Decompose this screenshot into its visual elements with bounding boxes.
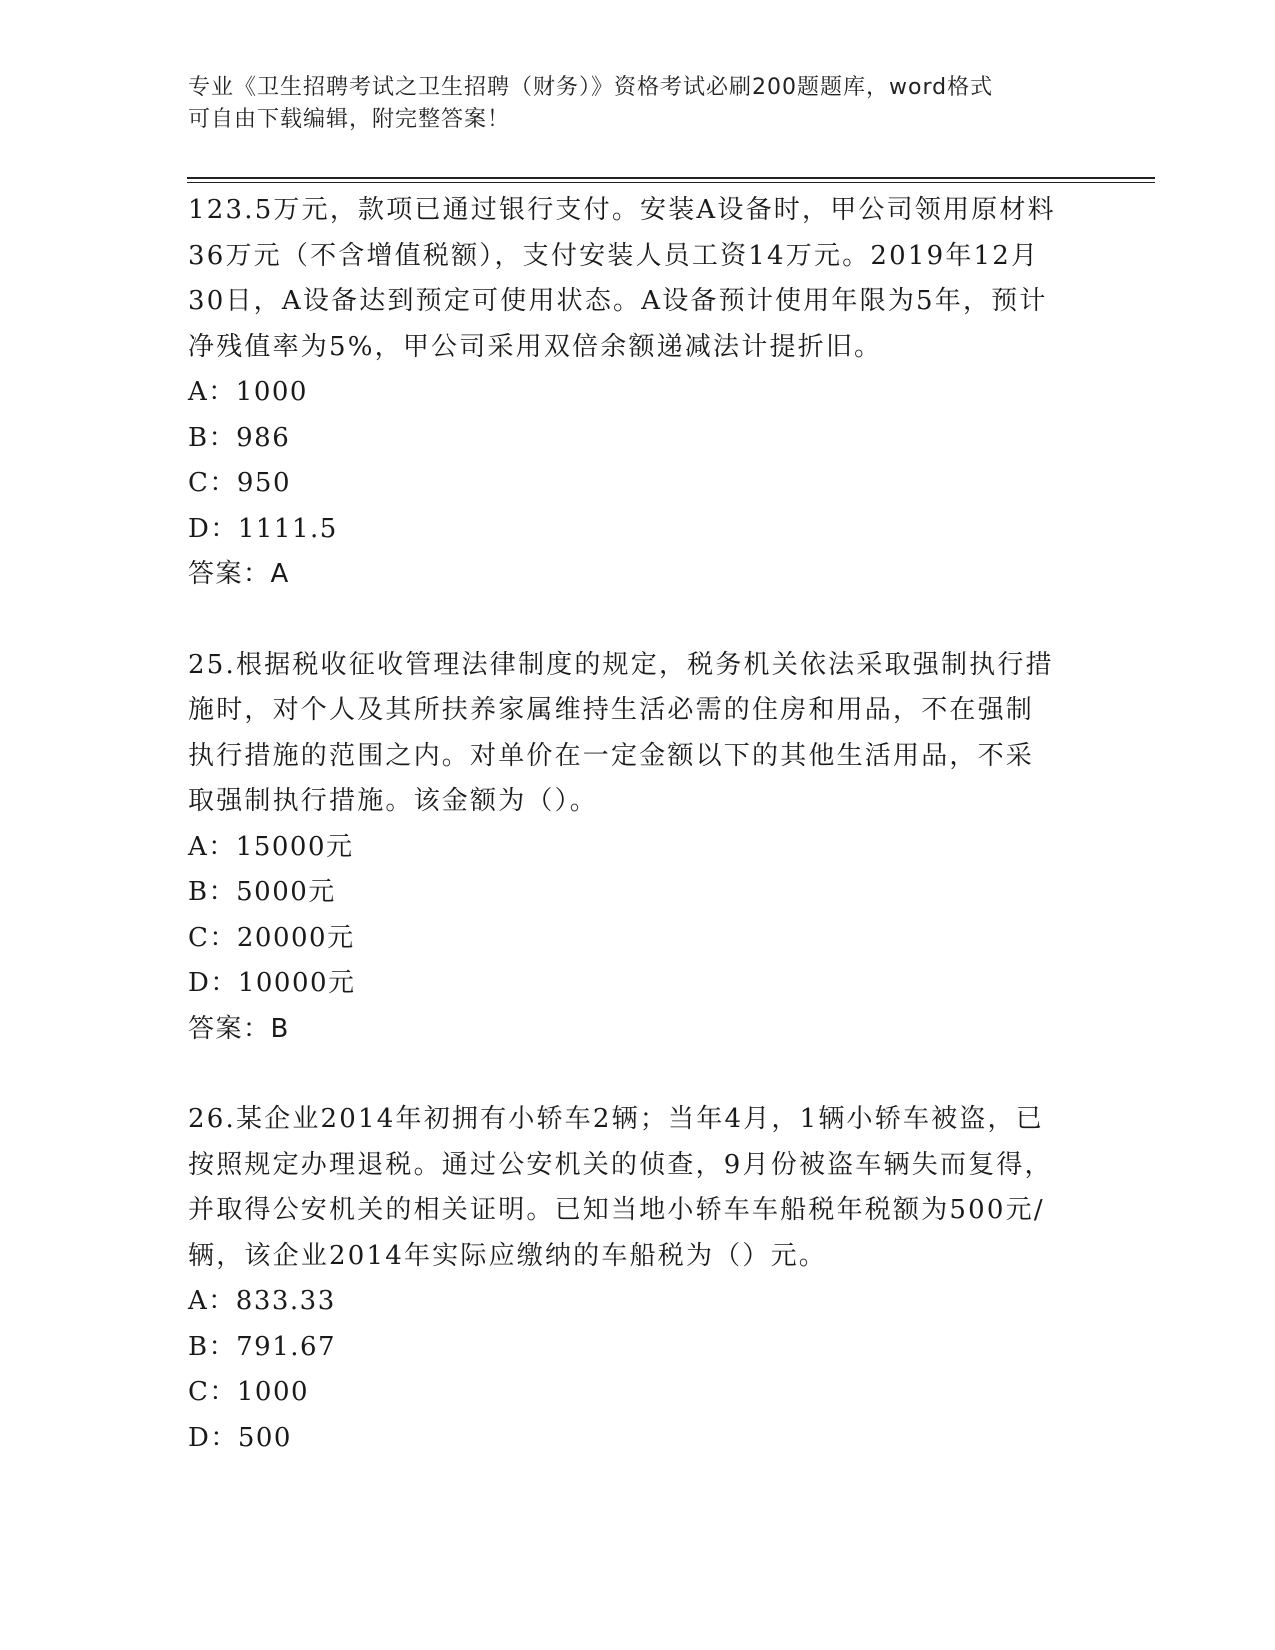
- spacer: [188, 598, 1088, 643]
- spacer: [188, 1052, 1088, 1097]
- option-d: D：500: [188, 1422, 292, 1453]
- header-line-2: 可自由下载编辑，附完整答案！: [188, 107, 511, 132]
- question-text: [188, 1097, 1088, 1279]
- question-line: 25.根据税收征收管理法律制度的规定，税务机关依法采取强制执行措: [188, 649, 1054, 680]
- question-block: [188, 188, 1088, 598]
- question-line: 执行措施的范围之内。对单价在一定金额以下的其他生活用品，不采: [188, 740, 1035, 771]
- option-a: A：15000元: [188, 831, 354, 862]
- question-text: [188, 188, 1088, 370]
- document-header: [188, 72, 1068, 136]
- option-d: D：1111.5: [188, 513, 338, 544]
- question-text: [188, 643, 1088, 825]
- option-c: C：20000元: [188, 922, 355, 953]
- question-line: 施时，对个人及其所扶养家属维持生活必需的住房和用品，不在强制: [188, 695, 1035, 725]
- document-body: [188, 188, 1088, 1461]
- option-d: D：10000元: [188, 968, 356, 998]
- option-a: A：833.33: [188, 1286, 336, 1316]
- header-divider-thin: [187, 182, 1155, 183]
- question-line: 净残值率为5%，甲公司采用双倍余额递减法计提折旧。: [188, 331, 883, 362]
- option-a: A：1000: [188, 377, 308, 407]
- question-line: 辆，该企业2014年实际应缴纳的车船税为（）元。: [188, 1240, 827, 1271]
- question-line: 36万元（不含增值税额），支付安装人员工资14万元。2019年12月: [188, 240, 1040, 271]
- question-line: 123.5万元，款项已通过银行支付。安装A设备时，甲公司领用原材料: [188, 195, 1056, 225]
- question-line: 26.某企业2014年初拥有小轿车2辆；当年4月，1辆小轿车被盗，已: [188, 1104, 1044, 1134]
- question-line: 按照规定办理退税。通过公安机关的侦查，9月份被盗车辆失而复得，: [188, 1149, 1053, 1180]
- option-b: B：5000元: [188, 877, 336, 907]
- question-block: [188, 1097, 1088, 1461]
- option-b: B：986: [188, 422, 291, 453]
- option-b: B：791.67: [188, 1331, 337, 1362]
- answer-line: 答案：B: [188, 1013, 290, 1044]
- question-line: 并取得公安机关的相关证明。已知当地小轿车车船税年税额为500元/: [188, 1195, 1045, 1225]
- header-line-1: 专业《卫生招聘考试之卫生招聘（财务）》资格考试必刷200题题库，word格式: [188, 75, 994, 100]
- answer-line: 答案：A: [188, 559, 290, 589]
- header-divider-thick: [187, 177, 1155, 179]
- question-block: [188, 643, 1088, 1053]
- option-c: C：1000: [188, 1377, 310, 1407]
- option-c: C：950: [188, 468, 292, 498]
- question-line: 30日，A设备达到预定可使用状态。A设备预计使用年限为5年，预计: [188, 286, 1048, 316]
- question-line: 取强制执行措施。该金额为（）。: [188, 786, 599, 816]
